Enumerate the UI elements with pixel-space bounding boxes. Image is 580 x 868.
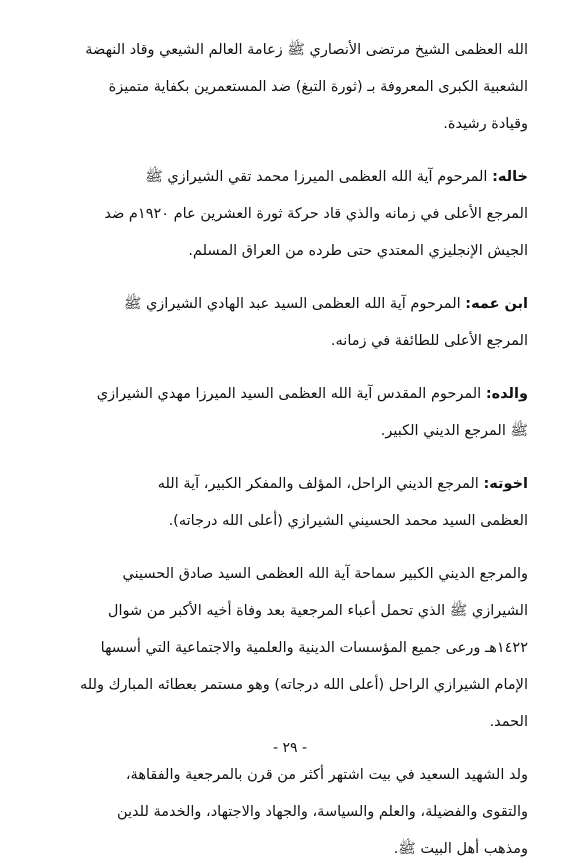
text-line: ولد الشهيد السعيد في بيت اشتهر أكثر من قرن بالمرجعية والفقاهة، <box>125 767 528 783</box>
text-line: ﷺ المرجع الديني الكبير. <box>380 423 528 439</box>
text-line: الله العظمى الشيخ مرتضى الأنصاري ﷺ زعامة العالم الشيعي وقاد النهضة <box>85 42 528 58</box>
paragraph-intro <box>38 32 528 143</box>
text-line-body: المرحوم آية الله العظمى الميرزا محمد تقي الشيرازي ﷺ <box>145 169 493 185</box>
text-line: والتقوى والفضيلة، والعلم والسياسة، والجهاد والاجتهاد، والخدمة للدين <box>116 804 528 820</box>
text-line: الإمام الشيرازي الراحل (أعلى الله درجاته) وهو مستمر بعطائه المبارك ولله <box>80 677 528 693</box>
text-line: المرجع الأعلى في زمانه والذي قاد حركة ثورة العشرين عام ١٩٢٠م ضد <box>104 206 528 222</box>
paragraph-father <box>38 376 528 450</box>
text-line: الجيش الإنجليزي المعتدي حتى طرده من العراق المسلم. <box>188 243 528 259</box>
text-line: وقيادة رشيدة. <box>443 116 528 132</box>
text-line <box>38 466 528 503</box>
uncle-label: خاله: <box>492 169 528 185</box>
paragraph-brothers <box>38 466 528 540</box>
page-number: - ٢٩ - <box>272 740 308 756</box>
text-line-body: المرحوم المقدس آية الله العظمى السيد الميرزا مهدي الشيرازي <box>96 386 486 402</box>
text-line <box>38 376 528 413</box>
text-line: ١٤٢٢هـ ورعى جميع المؤسسات الدينية والعلمية والاجتماعية التي أسسها <box>100 640 528 656</box>
text-line <box>38 286 528 323</box>
paragraph-marja <box>38 556 528 741</box>
brothers-label: اخوته: <box>483 476 528 492</box>
text-line: العظمى السيد محمد الحسيني الشيرازي (أعلى الله درجاته). <box>168 513 528 529</box>
text-line: ومذهب أهل البيت ﷺ. <box>393 841 528 857</box>
father-label: والده: <box>485 386 528 402</box>
text-line: الحمد. <box>489 714 528 730</box>
paragraph-cousin <box>38 286 528 360</box>
text-line: المرجع الأعلى للطائفة في زمانه. <box>330 333 528 349</box>
text-line: الشعبية الكبرى المعروفة بـ (ثورة التبغ) ضد المستعمرين بكفاية متميزة <box>108 79 528 95</box>
text-line-body: المرحوم آية الله العظمى السيد عبد الهادي الشيرازي ﷺ <box>123 296 466 312</box>
paragraph-uncle <box>38 159 528 270</box>
text-line <box>38 159 528 196</box>
cousin-label: ابن عمه: <box>465 296 528 312</box>
text-line-body: المرجع الديني الراحل، المؤلف والمفكر الكبير، آية الله <box>157 476 484 492</box>
text-line: الشيرازي ﷺ الذي تحمل أعباء المرجعية بعد وفاة أخيه الأكبر من شوال <box>107 603 528 619</box>
paragraph-birth <box>38 757 528 868</box>
text-line: والمرجع الديني الكبير سماحة آية الله العظمى السيد صادق الحسيني <box>122 566 528 582</box>
